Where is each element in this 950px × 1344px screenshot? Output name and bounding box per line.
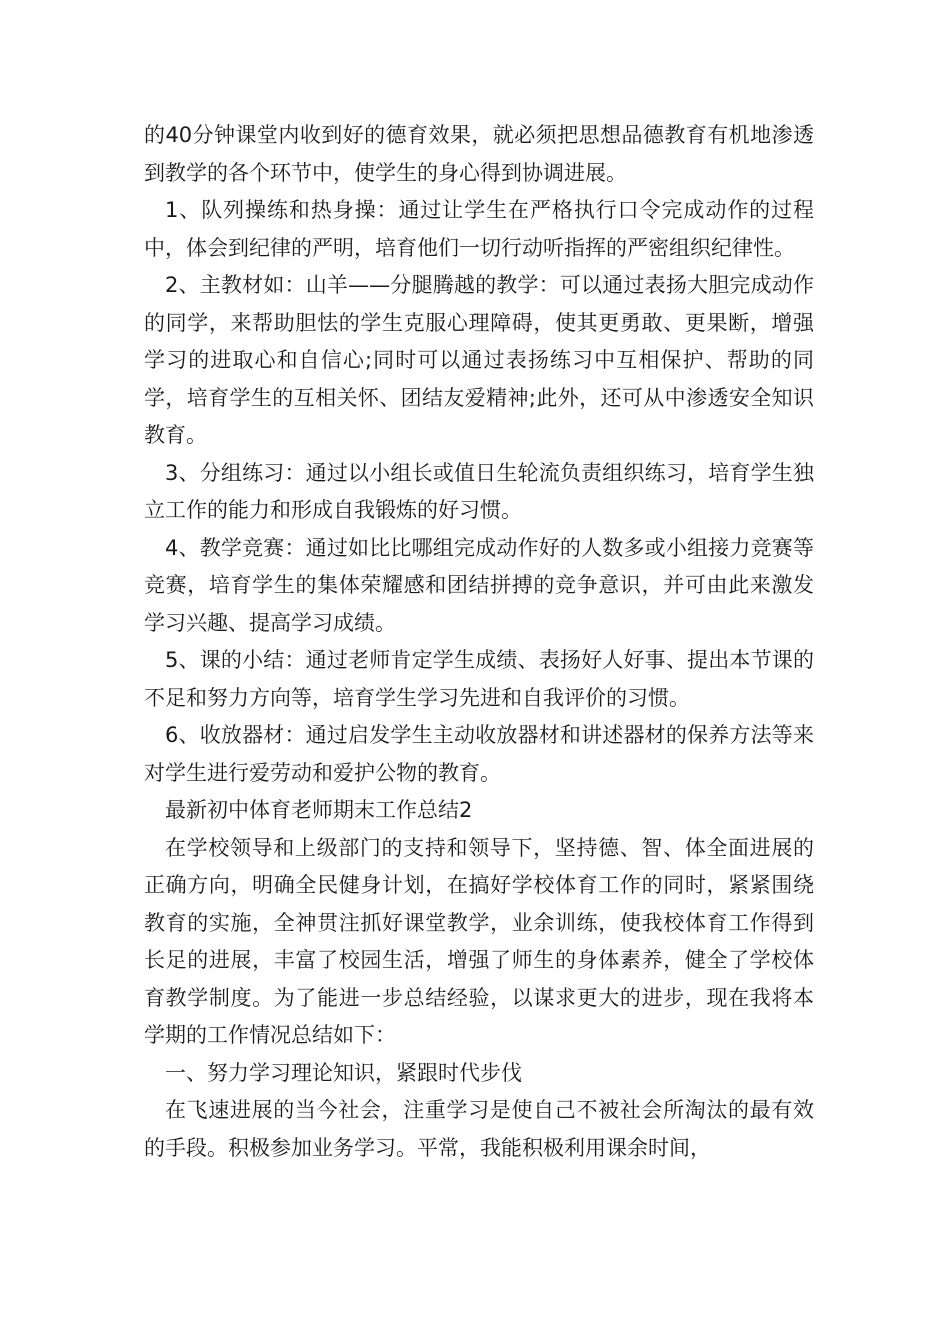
paragraph-study: 在飞速进展的当今社会，注重学习是使自己不被社会所淘汰的最有效的手段。积极参加业务学习。平常，我能积极利用课余时间，	[144, 1098, 814, 1160]
section-title: 最新初中体育老师期末工作总结2	[165, 798, 473, 822]
paragraph-item-2: 2、主教材如：山羊——分腿腾越的教学：可以通过表扬大胆完成动作的同学，来帮助胆怯的学生克服心理障碍，使其更勇敢、更果断，增强学习的进取心和自信心;同时可以通过表扬练习中互相保护、帮助的同学，培育学生的互相关怀、团结友爱精神;此外，还可从中渗透安全知识教育。	[144, 273, 814, 447]
paragraph-item-6: 6、收放器材：通过启发学生主动收放器材和讲述器材的保养方法等来对学生进行爱劳动和爱护公物的教育。	[144, 723, 814, 785]
paragraph-moral-education-intro: 的40分钟课堂内收到好的德育效果，就必须把思想品德教育有机地渗透到教学的各个环节中，使学生的身心得到协调进展。	[144, 123, 814, 185]
paragraph-item-4: 4、教学竞赛：通过如比比哪组完成动作好的人数多或小组接力竞赛等竞赛，培育学生的集体荣耀感和团结拼搏的竞争意识，并可由此来激发学习兴趣、提高学习成绩。	[144, 535, 814, 635]
subsection-heading: 一、努力学习理论知识，紧跟时代步伐	[165, 1060, 522, 1085]
paragraph-item-5: 5、课的小结：通过老师肯定学生成绩、表扬好人好事、提出本节课的不足和努力方向等，培育学生学习先进和自我评价的习惯。	[144, 648, 814, 710]
paragraph-item-3: 3、分组练习：通过以小组长或值日生轮流负责组织练习，培育学生独立工作的能力和形成自我锻炼的好习惯。	[144, 460, 814, 522]
document-body	[144, 117, 814, 1167]
paragraph-item-1: 1、队列操练和热身操：通过让学生在严格执行口令完成动作的过程中，体会到纪律的严明，培育他们一切行动听指挥的严密组织纪律性。	[144, 198, 814, 260]
paragraph-summary-intro: 在学校领导和上级部门的支持和领导下，坚持德、智、体全面进展的正确方向，明确全民健身计划，在搞好学校体育工作的同时，紧紧围绕教育的实施，全神贯注抓好课堂教学，业余训练，使我校体育工作得到长足的进展，丰富了校园生活，增强了师生的身体素养，健全了学校体育教学制度。为了能进一步总结经验，以谋求更大的进步，现在我将本学期的工作情况总结如下：	[144, 835, 814, 1047]
